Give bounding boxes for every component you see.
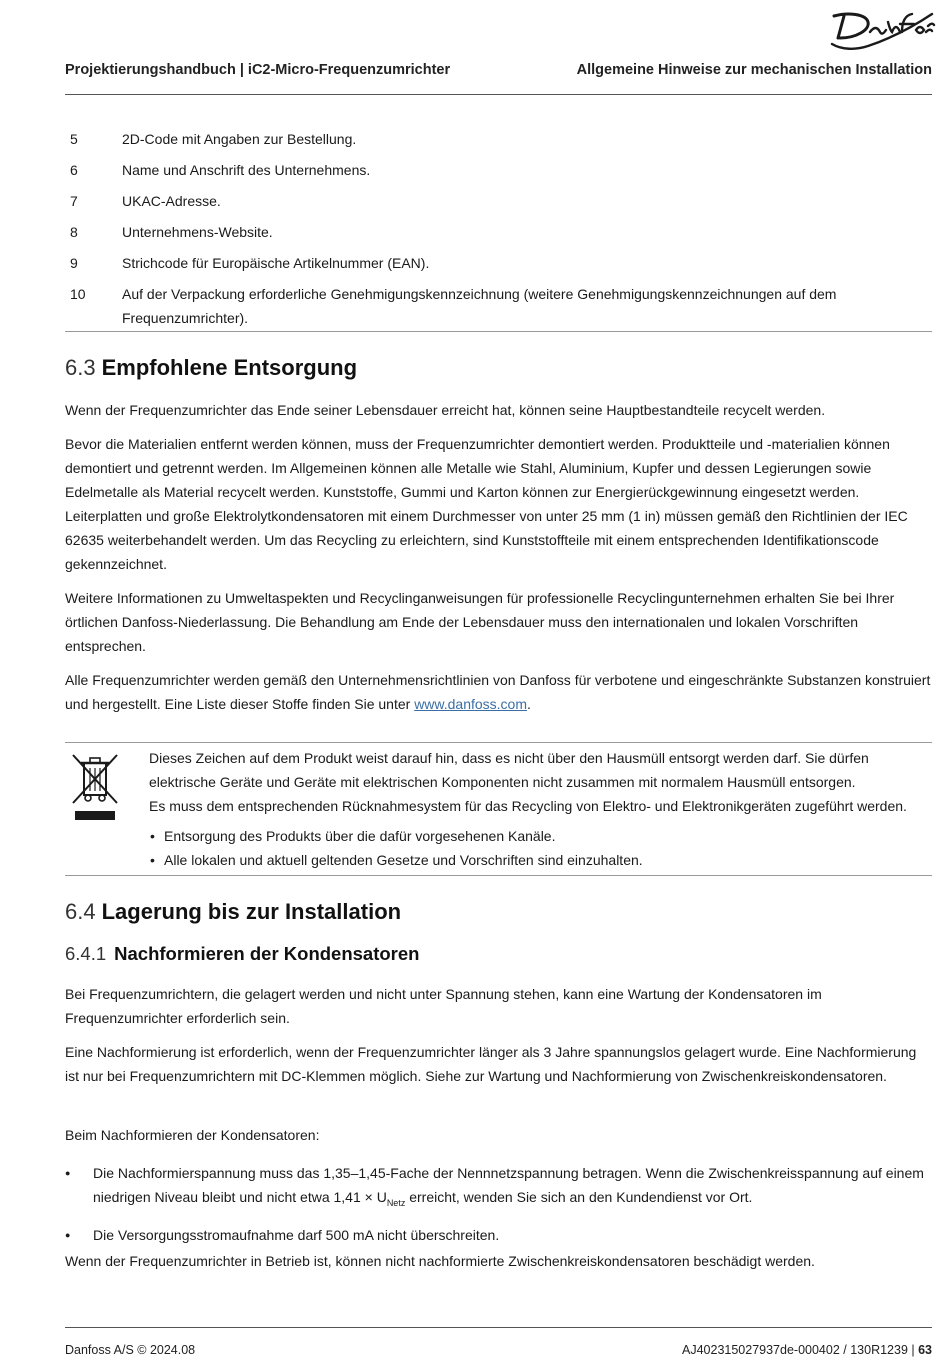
header-chapter-title: Allgemeine Hinweise zur mechanischen Installation	[576, 62, 932, 78]
list-item: • Alle lokalen und aktuell geltenden Gesetze und Vorschriften sind einzuhalten.	[149, 848, 932, 872]
weee-crossed-bin-icon	[71, 753, 119, 825]
paragraph: Eine Nachformierung ist erforderlich, wenn der Frequenzumrichter länger als 3 Jahre spannungslos gelagert wurde. Eine Nachformierung ist nur bei Frequenzumrichtern mit DC-Klemmen möglich. Siehe zur Wartung und Nachformierung von Zwischenkreiskondensatoren.	[65, 1044, 917, 1084]
list-rule	[65, 331, 932, 332]
paragraph: Weitere Informationen zu Umweltaspekten und Recyclinganweisungen für professionelle Recyclingunternehmen erhalten Sie bei Ihrer örtlichen Danfoss-Niederlassung. Die Behandlung am Ende der Lebensdauer muss den internationalen und lokalen Vorschriften entsprechen.	[65, 590, 895, 654]
list-item: 10 Auf der Verpackung erforderliche Genehmigungskennzeichnung (weitere Genehmigungskennzeichnungen auf dem Frequenzumrichter).	[70, 286, 837, 326]
reforming-bullet-list	[65, 1161, 932, 1255]
weee-disposal-note	[65, 742, 932, 876]
list-item: 9 Strichcode für Europäische Artikelnummer (EAN).	[70, 255, 430, 271]
danfoss-logo	[828, 8, 936, 52]
page-number: 63	[918, 1343, 932, 1357]
list-item: 6 Name und Anschrift des Unternehmens.	[70, 162, 371, 178]
danfoss-website-link[interactable]: www.danfoss.com	[414, 696, 528, 712]
footer-rule	[65, 1327, 932, 1328]
header-document-title: Projektierungshandbuch | iC2-Micro-Frequenzumrichter	[65, 62, 451, 78]
paragraph: Beim Nachformieren der Kondensatoren:	[65, 1127, 320, 1143]
list-item: ● Die Nachformierspannung muss das 1,35–1,45-Fache der Nennnetzspannung betragen. Wenn die Zwischenkreisspannung auf einem niedrigen Niveau bleibt und nicht etwa $1,41 \times U_{Netz}$ erreicht, wenden Sie sich an den Kundendienst vor Ort.	[65, 1161, 932, 1215]
list-item: 7 UKAC-Adresse.	[70, 193, 221, 209]
note-line: Dieses Zeichen auf dem Produkt weist darauf hin, dass es nicht über den Hausmüll entsorgt werden darf. Sie dürfen elektrische Geräte und Geräte mit elektrischen Komponenten nicht zusammen mit normalem Hausmüll entsorgen.	[149, 750, 869, 790]
note-bullet-list	[149, 824, 932, 872]
paragraph: Alle Frequenzumrichter werden gemäß den Unternehmensrichtlinien von Danfoss für verbotene und eingeschränkte Substanzen konstruiert und hergestellt. Eine Liste dieser Stoffe finden Sie unter www.danfoss.com.	[65, 672, 931, 712]
list-item: ● Die Versorgungsstromaufnahme darf 500 mA nicht überschreiten.	[65, 1223, 932, 1247]
paragraph: Bevor die Materialien entfernt werden können, muss der Frequenzumrichter demontiert werden. Produktteile und -materialien können demontiert und getrennt werden. Im Allgemeinen können alle Metalle wie Stahl, Aluminium, Kupfer und dessen Legierungen sowie Edelmetalle als Material recycelt werden. Kunststoffe, Gummi und Karton können zur Energierückgewinnung eingesetzt werden. Leiterplatten und große Elektrolytkondensatoren mit einem Durchmesser von unter 25 mm (1 in) müssen gemäß den Richtlinien der IEC 62635 weiterbehandelt werden. Um das Recycling zu erleichtern, sind Kunststoffteile mit einem entsprechenden Identifikationscode gekennzeichnet.	[65, 436, 908, 572]
section-heading-6-3: 6.3 Empfohlene Entsorgung	[65, 355, 358, 380]
paragraph: Wenn der Frequenzumrichter das Ende seiner Lebensdauer erreicht hat, können seine Hauptbestandteile recycelt werden.	[65, 402, 826, 418]
footer-doc-code: AJ402315027937de-000402 / 130R1239 | 63	[682, 1343, 932, 1357]
header-rule	[65, 94, 932, 95]
label-legend-list	[65, 127, 932, 337]
subsection-heading-6-4-1: 6.4.1 Nachformieren der Kondensatoren	[65, 943, 420, 964]
footer-copyright: Danfoss A/S © 2024.08	[65, 1343, 196, 1357]
list-item: 5 2D-Code mit Angaben zur Bestellung.	[70, 131, 357, 147]
list-item: 8 Unternehmens-Website.	[70, 224, 273, 240]
paragraph: Wenn der Frequenzumrichter in Betrieb ist, können nicht nachformierte Zwischenkreiskondensatoren beschädigt werden.	[65, 1253, 815, 1269]
list-item: • Entsorgung des Produkts über die dafür vorgesehenen Kanäle.	[149, 824, 932, 848]
section-heading-6-4: 6.4 Lagerung bis zur Installation	[65, 899, 402, 924]
note-text	[149, 746, 932, 872]
paragraph: Bei Frequenzumrichtern, die gelagert werden und nicht unter Spannung stehen, kann eine Wartung der Kondensatoren im Frequenzumrichter erforderlich sein.	[65, 986, 822, 1026]
note-line: Es muss dem entsprechenden Rücknahmesystem für das Recycling von Elektro- und Elektronikgeräten zugeführt werden.	[149, 798, 907, 814]
